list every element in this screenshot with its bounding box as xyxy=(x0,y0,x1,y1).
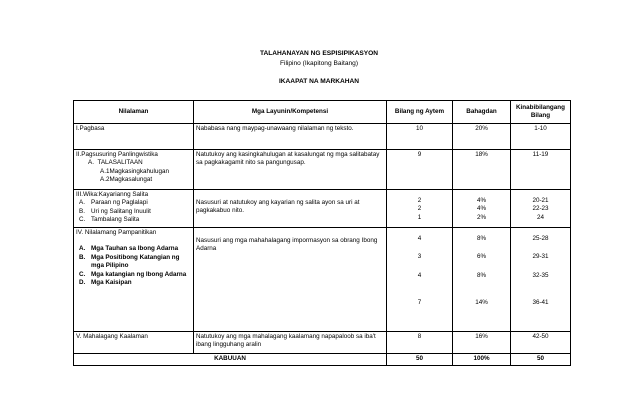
header-content: Nilalaman xyxy=(74,101,194,124)
row-items: 10 xyxy=(387,124,453,150)
table-row xyxy=(74,228,571,332)
total-percent: 100% xyxy=(453,354,511,366)
row-content: V. Mahalagang Kaalaman xyxy=(74,332,194,354)
table-row xyxy=(74,332,571,354)
table-row xyxy=(74,124,571,150)
row-percent: 4% 4% 2% xyxy=(453,190,511,228)
sub-item: B. Mga Positibong Katangian ng mga Pilipino xyxy=(79,253,180,270)
row-content: I.Pagbasa xyxy=(74,124,194,150)
header-placement: Kinabibilangang Bilang xyxy=(511,101,571,124)
sub-item: C. Tambalang Salita xyxy=(79,216,140,224)
document-title: TALAHANAYAN NG ESPISIPIKASYON xyxy=(259,50,379,57)
row-placement: 42-50 xyxy=(511,332,571,354)
row-competency: Natutukoy ang mga mahalagang kaalamang napapaloob sa iba't ibang lingguhang aralin xyxy=(194,332,387,354)
row-content xyxy=(74,150,194,190)
total-placement: 50 xyxy=(511,354,571,366)
total-items: 50 xyxy=(387,354,453,366)
row-items: 8 xyxy=(387,332,453,354)
row-competency: Nasusuri ang mga mahahalagang impormasyon sa obrang Ibong Adarna xyxy=(194,228,387,332)
row-items: 2 2 1 xyxy=(387,190,453,228)
table-row xyxy=(74,150,571,190)
row-percent: 8% 6% 8% 14% xyxy=(453,228,511,332)
row-percent: 18% xyxy=(453,150,511,190)
sub-mark: A. xyxy=(88,159,94,167)
sub-item: A. Mga Tauhan sa Ibong Adarna xyxy=(79,245,179,253)
table-header-row xyxy=(74,101,571,124)
specification-table xyxy=(73,100,571,366)
row-content-heading: IV. Nilalamang Pampanitikan xyxy=(76,229,157,236)
row-content xyxy=(74,190,194,228)
sub-item: A.2Magkasalungat xyxy=(100,176,153,184)
row-items: 4 3 4 7 xyxy=(387,228,453,332)
sub-item: D. Mga Kaisipan xyxy=(79,279,132,287)
row-items: 9 xyxy=(387,150,453,190)
table-row xyxy=(74,190,571,228)
sub-item: C. Mga katangian ng Ibong Adarna xyxy=(79,270,187,278)
row-competency: Nababasa nang maypag-unawaang nilalaman ng teksto. xyxy=(194,124,387,150)
document-quarter: IKAAPAT NA MARKAHAN xyxy=(278,78,360,85)
header-competency: Mga Layunin/Kompetensi xyxy=(194,101,387,124)
row-competency: Nasusuri at natutukoy ang kayarian ng salita ayon sa uri at pagkakabuo nito. xyxy=(194,190,387,228)
header-percent: Bahagdan xyxy=(453,101,511,124)
sub-item xyxy=(76,159,191,167)
row-competency: Natutukoy ang kasingkahulugan at kasalungat ng mga salitabatay sa pagkakagamit nito sa pangungusap. xyxy=(194,150,387,190)
row-percent: 20% xyxy=(453,124,511,150)
row-placement: 11-19 xyxy=(511,150,571,190)
row-percent: 16% xyxy=(453,332,511,354)
row-placement: 25-28 29-31 32-35 36-41 xyxy=(511,228,571,332)
sub-item: A.1Magkasingkahulugan xyxy=(100,167,169,175)
sub-item: A. Paraan ng Paglalapi xyxy=(79,199,148,207)
sub-item: B. Uri ng Salitang Inuulit xyxy=(79,207,151,215)
row-content xyxy=(74,228,194,332)
sub-label: TALASALITAAN xyxy=(97,159,143,167)
row-content-heading: III.Wika:Kayarianng Salita xyxy=(76,191,149,198)
total-row xyxy=(74,354,571,366)
row-content-heading: II.Pagsusuring Panlingwistika xyxy=(76,151,158,158)
total-label: KABUUAN xyxy=(74,354,387,366)
document-subject: Filipino (Ikapitong Baitang) xyxy=(279,60,359,67)
header-items: Bilang ng Aytem xyxy=(387,101,453,124)
row-placement: 20-21 22-23 24 xyxy=(511,190,571,228)
row-placement: 1-10 xyxy=(511,124,571,150)
